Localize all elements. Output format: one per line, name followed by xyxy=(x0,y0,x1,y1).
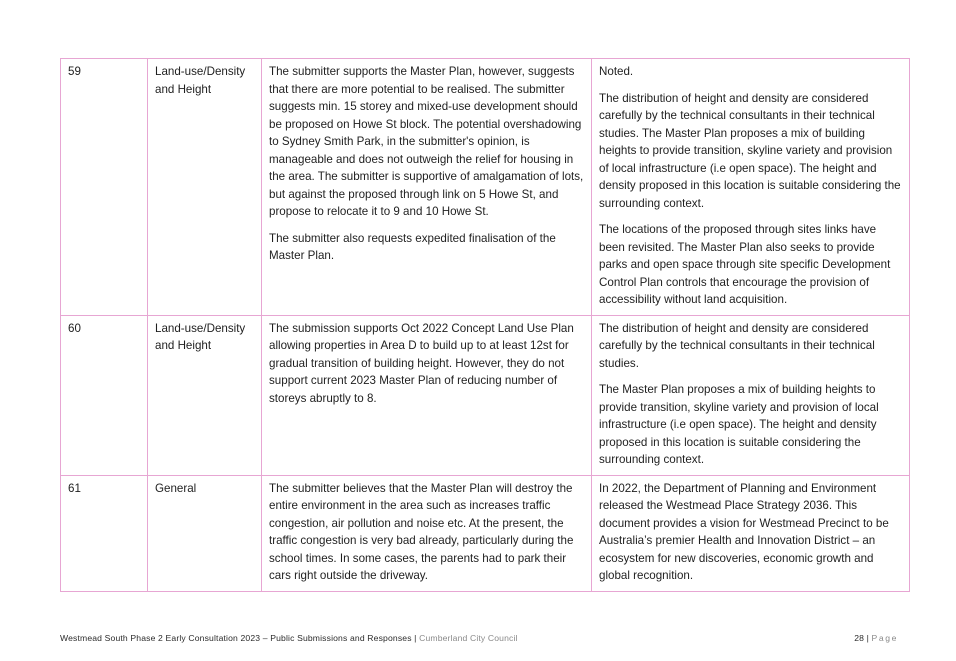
table-row xyxy=(61,315,910,475)
council-response-cell xyxy=(592,475,910,591)
council-response-cell xyxy=(592,59,910,316)
submissions-table-body xyxy=(61,59,910,592)
submission-paragraph: The submission supports Oct 2022 Concept Land Use Plan allowing properties in Area D to build up to at least 12st for gradual transition of building height. However, they do not support current 2023 Master Plan of reducing number of storeys abruptly to 8. xyxy=(269,321,574,405)
submissions-table xyxy=(60,58,910,592)
submission-number-cell: 59 xyxy=(61,59,148,316)
table-row xyxy=(61,475,910,591)
footer-page-indicator xyxy=(854,633,898,643)
response-paragraph: The distribution of height and density are considered carefully by the technical consultants in their technical studies. xyxy=(599,321,875,370)
submissions-table-container xyxy=(60,58,910,592)
response-paragraph: Noted. xyxy=(599,65,634,78)
submission-summary-cell xyxy=(262,59,592,316)
response-paragraph: The distribution of height and density are considered carefully by the technical consultants in their technical studies. The Master Plan proposes a mix of building heights to provide transition, skyline variety and provision of local infrastructure (i.e open space). The height and density proposed in this location is suitable considering the surrounding context. xyxy=(599,91,901,210)
submission-number-cell: 61 xyxy=(61,475,148,591)
category-cell: Land-use/Density and Height xyxy=(148,315,262,475)
response-paragraph: The locations of the proposed through sites links have been revisited. The Master Plan also seeks to provide parks and open space through site specific Development Control Plan controls that encourage the provision of accessibility without land acquisition. xyxy=(599,223,891,306)
submission-number-cell: 60 xyxy=(61,315,148,475)
submission-summary-cell xyxy=(262,315,592,475)
page-footer xyxy=(60,633,898,643)
footer-council-name: Cumberland City Council xyxy=(419,633,518,643)
page-word: Page xyxy=(871,633,898,643)
submission-paragraph: The submitter believes that the Master Plan will destroy the entire environment in the area such as increases traffic congestion, air pollution and noise etc. At the present, the traffic congestion is very bad already, particularly during the school times. In some cases, the parents had to park their cars right outside the driveway. xyxy=(269,481,574,582)
table-row xyxy=(61,59,910,316)
footer-document-title: Westmead South Phase 2 Early Consultation 2023 – Public Submissions and Responses | xyxy=(60,633,420,643)
category-cell: Land-use/Density and Height xyxy=(148,59,262,316)
response-paragraph: In 2022, the Department of Planning and Environment released the Westmead Place Strategy 2036. This document provides a vision for Westmead Precinct to be Australia’s premier Health and Innovation District – an ecosystem for new discoveries, economic growth and global recognition. xyxy=(599,481,889,582)
page-separator: | xyxy=(864,633,872,643)
response-paragraph: The Master Plan proposes a mix of building heights to provide transition, skyline variety and provision of local infrastructure (i.e open space). The height and density proposed in this location is suitable considering the surrounding context. xyxy=(599,383,879,466)
council-response-cell xyxy=(592,315,910,475)
page-number: 28 xyxy=(854,633,865,643)
submission-paragraph: The submitter supports the Master Plan, however, suggests that there are more potential to be realised. The submitter suggests min. 15 storey and mixed-use development should be proposed on Howe St block. The potential overshadowing to Sydney Smith Park, in the submitter's opinion, is manageable and does not outweigh the relief for housing in the area. The submitter is supportive of amalgamation of lots, but against the proposed through link on 5 Howe St, and propose to relocate it to 9 and 10 Howe St. xyxy=(269,65,584,218)
category-cell: General xyxy=(148,475,262,591)
submission-paragraph: The submitter also requests expedited finalisation of the Master Plan. xyxy=(269,231,556,262)
submission-summary-cell xyxy=(262,475,592,591)
